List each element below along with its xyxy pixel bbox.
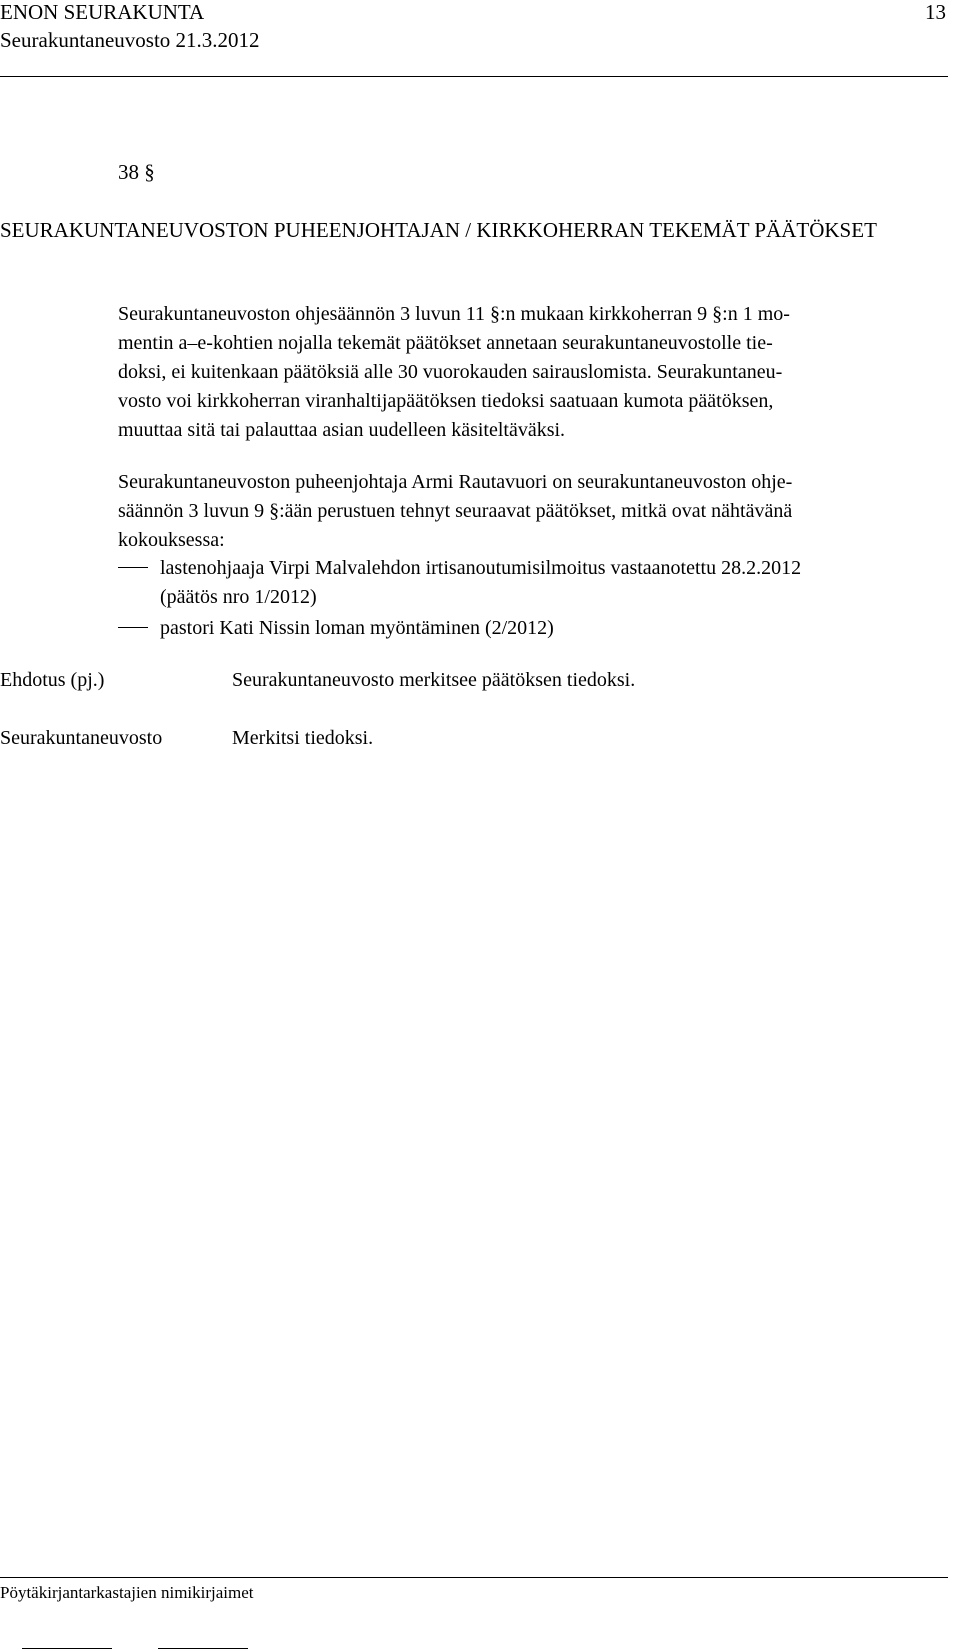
decision-text: Merkitsi tiedoksi. (232, 727, 374, 749)
footer-rule (0, 1577, 948, 1578)
paragraph-rules (118, 300, 948, 445)
paragraph-line: vosto voi kirkkoherran viranhaltijapäätöksen tiedoksi saatuaan kumota päätöksen, (118, 390, 774, 412)
paragraph-line: mentin a–e-kohtien nojalla tekemät päätökset annetaan seurakuntaneuvostolle tie- (118, 332, 773, 354)
proposal-label: Ehdotus (pj.) (0, 669, 105, 691)
initials-line (158, 1648, 248, 1649)
list-item-text: lastenohjaaja Virpi Malvalehdon irtisanoutumisilmoitus vastaanotettu 28.2.2012 (160, 557, 802, 579)
list-item-text: pastori Kati Nissin loman myöntäminen (2/2012) (160, 617, 554, 639)
dash-bullet (118, 567, 148, 568)
paragraph-line: Seurakuntaneuvoston puheenjohtaja Armi Rautavuori on seurakuntaneuvoston ohje- (118, 471, 793, 493)
footer-label: Pöytäkirjantarkastajien nimikirjaimet (0, 1583, 254, 1602)
paragraph-line: säännön 3 luvun 9 §:ään perustuen tehnyt seuraavat päätökset, mitkä ovat nähtävänä (118, 500, 793, 522)
section-title: SEURAKUNTANEUVOSTON PUHEENJOHTAJAN / KIRKKOHERRAN TEKEMÄT PÄÄTÖKSET (0, 218, 877, 242)
list-item (118, 614, 554, 643)
initials-line (22, 1648, 112, 1649)
header-meeting: Seurakuntaneuvosto 21.3.2012 (0, 28, 260, 52)
paragraph-line: muuttaa sitä tai palauttaa asian uudelleen käsiteltäväksi. (118, 419, 566, 441)
paragraph-decisions (118, 468, 948, 555)
header-organization: ENON SEURAKUNTA (0, 0, 205, 24)
paragraph-line: doksi, ei kuitenkaan päätöksiä alle 30 vuorokauden sairauslomista. Seurakuntaneu- (118, 361, 783, 383)
header-rule (0, 76, 948, 77)
list-item-continuation: (päätös nro 1/2012) (160, 586, 317, 608)
page-number: 13 (925, 0, 946, 24)
dash-bullet (118, 627, 148, 628)
section-number: 38 § (118, 160, 155, 184)
proposal-text: Seurakuntaneuvosto merkitsee päätöksen tiedoksi. (232, 669, 636, 691)
decision-label: Seurakuntaneuvosto (0, 727, 163, 749)
list-item (118, 554, 801, 583)
paragraph-line: kokouksessa: (118, 529, 225, 551)
paragraph-line: Seurakuntaneuvoston ohjesäännön 3 luvun 11 §:n mukaan kirkkoherran 9 §:n 1 mo- (118, 303, 790, 325)
